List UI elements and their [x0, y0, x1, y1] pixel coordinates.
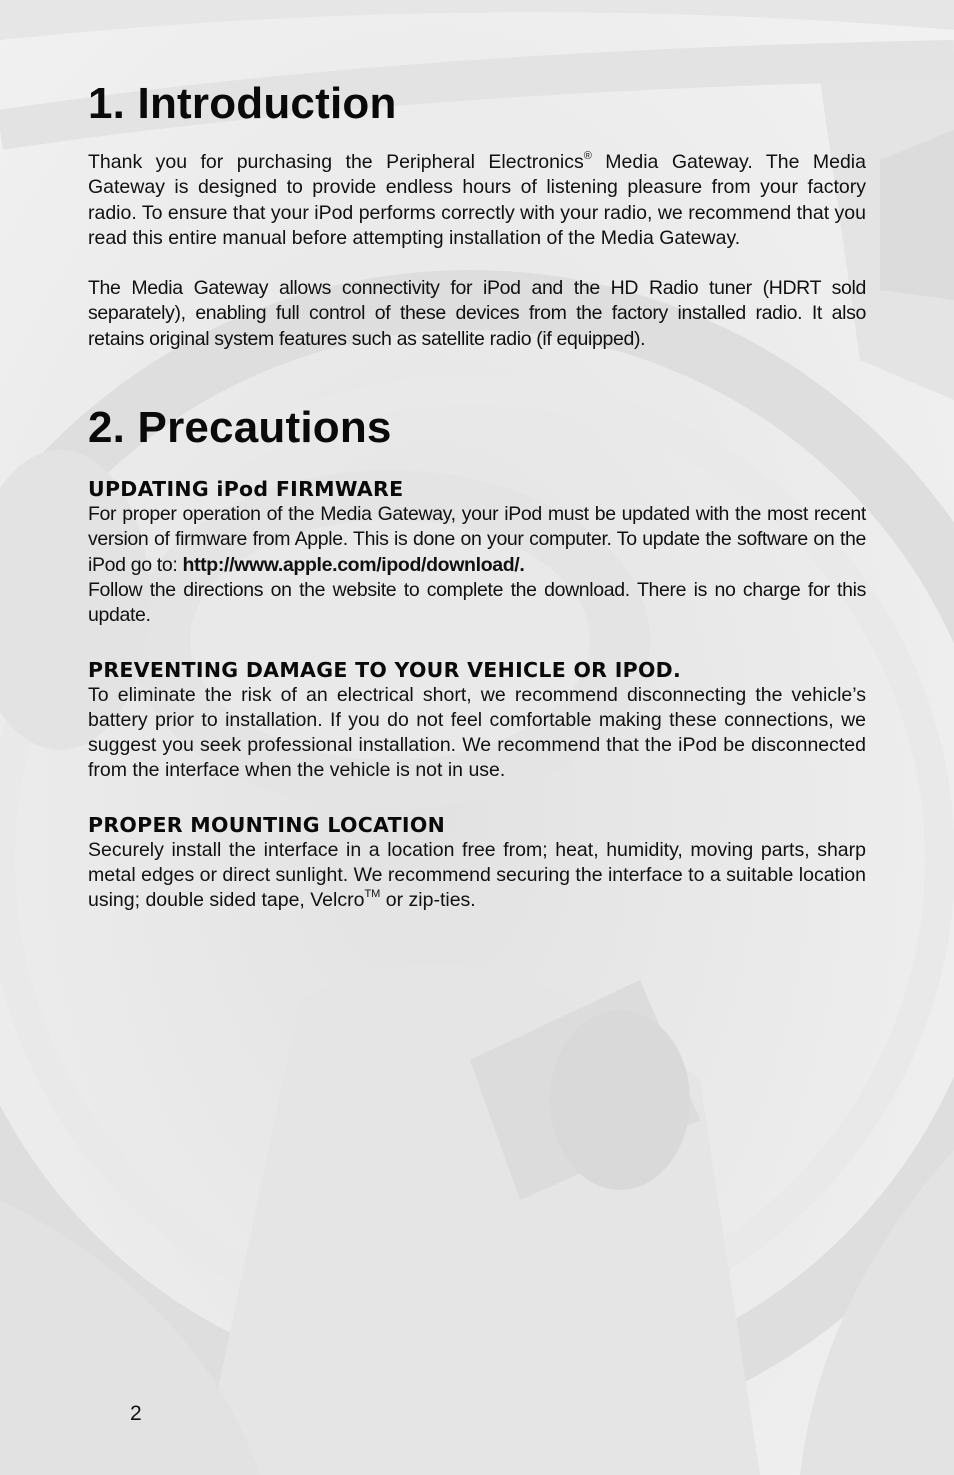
mounting-title: PROPER MOUNTING LOCATION — [88, 812, 446, 837]
firmware-download-link[interactable]: http://www.apple.com/ipod/download/. — [182, 553, 525, 576]
damage-text: To eliminate the risk of an electrical short, we recommend disconnecting the vehicle’s battery prior to installation. If you do not feel comfortable making these connections, we suggest you seek professional installation. We recommend that the iPod be disconnected from the interface when the vehicle is not in use. — [88, 683, 866, 782]
registered-mark: ® — [583, 149, 592, 162]
firmware-text-a: For proper operation of the Media Gateway, your iPod must be updated with the most recent version of firmware from Apple. This is done on your computer. To update the software on the iPod go to: — [88, 503, 866, 576]
mounting-text-a: Securely install the interface in a location free from; heat, humidity, moving parts, sharp metal edges or direct sunlight. We recommend securing the interface to a suitable location using; double sided tape, Velcro — [88, 838, 866, 912]
damage-section — [88, 657, 866, 784]
precautions-heading: 2. Precautions — [88, 403, 392, 453]
intro-p1-text-b: Media Gateway. The Media Gateway is designed to provide endless hours of listening pleasure from your factory radio. To ensure that your iPod performs correctly with your radio, we recommend that you read this entire manual before attempting installation of the Media Gateway. — [88, 151, 866, 249]
firmware-text-b: Follow the directions on the website to complete the download. There is no charge for this update. — [88, 578, 866, 627]
intro-paragraph-1 — [88, 150, 866, 251]
mounting-text-b: or zip-ties. — [380, 889, 476, 912]
page-number: 2 — [130, 1402, 142, 1425]
mounting-text — [88, 838, 866, 914]
damage-title: PREVENTING DAMAGE TO YOUR VEHICLE OR IPOD. — [88, 657, 682, 682]
firmware-text — [88, 502, 866, 628]
mounting-section — [88, 812, 866, 914]
firmware-section — [88, 476, 866, 628]
trademark-mark: TM — [364, 887, 381, 900]
page-content — [88, 78, 866, 942]
intro-heading: 1. Introduction — [88, 79, 397, 128]
intro-p1-text-a: Thank you for purchasing the Peripheral Electronics — [88, 151, 584, 173]
firmware-title: UPDATING iPod FIRMWARE — [88, 477, 404, 502]
intro-paragraph-2: The Media Gateway allows connectivity for iPod and the HD Radio tuner (HDRT sold separately), enabling full control of these devices from the factory installed radio. It also retains original system features such as satellite radio (if equipped). — [88, 277, 866, 350]
